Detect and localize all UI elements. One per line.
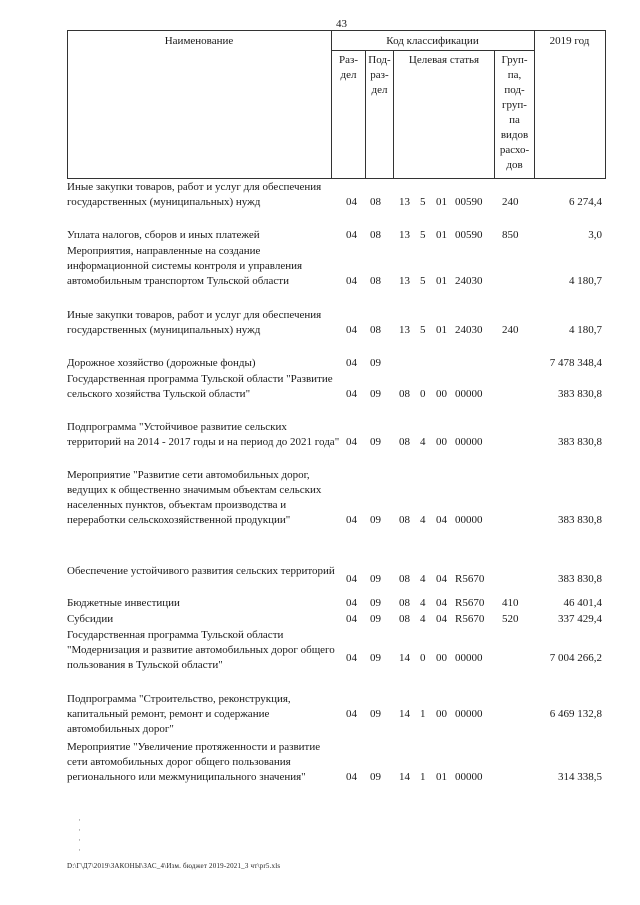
- header-podrazdel: Под- раз- дел: [368, 54, 391, 96]
- row-amount: 337 429,4: [558, 613, 602, 625]
- row-code-c1: 08: [399, 597, 410, 609]
- row-code-c4: R5670: [455, 597, 485, 609]
- row-code-vr: 520: [502, 613, 519, 625]
- row-code-pr: 09: [370, 357, 381, 369]
- row-code-c4: 24030: [455, 275, 483, 287]
- row-name: Обеспечение устойчивого развития сельских территорий: [67, 565, 335, 577]
- row-code-c2: 4: [420, 597, 426, 609]
- row-amount: 46 401,4: [563, 597, 602, 609]
- header-line-5: [534, 30, 535, 178]
- row-name: Мероприятие "Увеличение протяженности и развитие сети автомобильных дорог общего пользования регионального или межмуниципального значения": [67, 741, 321, 783]
- row-code-c1: 13: [399, 196, 410, 208]
- row-code-pr: 08: [370, 324, 381, 336]
- row-code-c2: 4: [420, 613, 426, 625]
- row-code-c4: R5670: [455, 613, 485, 625]
- row-code-c2: 1: [420, 708, 426, 720]
- row-code-c2: 5: [420, 324, 426, 336]
- row-code-rz: 04: [346, 597, 357, 609]
- header-right-line: [605, 30, 606, 178]
- row-code-rz: 04: [346, 324, 357, 336]
- row-code-c3: 04: [436, 613, 447, 625]
- row-code-c2: 0: [420, 652, 426, 664]
- row-amount: 6 274,4: [569, 196, 602, 208]
- file-path-footer: D:\Г\Д7\2019\ЗАКОНЫ\ЗАС_4\Изм. бюджет 2019-2021_3 чт\pr5.xls: [67, 862, 281, 870]
- row-code-pr: 09: [370, 771, 381, 783]
- row-amount: 6 469 132,8: [549, 708, 602, 720]
- row-code-pr: 09: [370, 597, 381, 609]
- row-code-c3: 01: [436, 196, 447, 208]
- row-code-c1: 14: [399, 652, 410, 664]
- row-code-c4: 00590: [455, 196, 483, 208]
- row-code-rz: 04: [346, 573, 357, 585]
- row-code-c1: 13: [399, 275, 410, 287]
- row-code-pr: 09: [370, 436, 381, 448]
- row-code-rz: 04: [346, 708, 357, 720]
- row-code-c4: 00000: [455, 514, 483, 526]
- row-code-c3: 01: [436, 771, 447, 783]
- row-code-c1: 08: [399, 573, 410, 585]
- row-code-c2: 1: [420, 771, 426, 783]
- row-code-pr: 08: [370, 229, 381, 241]
- row-code-c4: R5670: [455, 573, 485, 585]
- row-name: Иные закупки товаров, работ и услуг для обеспечения государственных (муниципальных) нужд: [67, 309, 322, 336]
- row-code-c3: 01: [436, 229, 447, 241]
- row-code-c1: 14: [399, 771, 410, 783]
- row-code-rz: 04: [346, 357, 357, 369]
- row-code-c2: 5: [420, 196, 426, 208]
- row-code-c1: 08: [399, 388, 410, 400]
- header-name: Наименование: [164, 35, 234, 47]
- row-code-c3: 01: [436, 275, 447, 287]
- row-code-c1: 08: [399, 436, 410, 448]
- row-name: Субсидии: [67, 613, 114, 625]
- row-code-c4: 00000: [455, 652, 483, 664]
- row-code-c4: 00590: [455, 229, 483, 241]
- row-code-rz: 04: [346, 275, 357, 287]
- row-code-c3: 00: [436, 388, 447, 400]
- row-code-c4: 00000: [455, 436, 483, 448]
- row-name: Уплата налогов, сборов и иных платежей: [67, 229, 260, 241]
- row-code-c2: 5: [420, 275, 426, 287]
- row-name: Бюджетные инвестиции: [67, 597, 180, 609]
- row-code-c2: 4: [420, 436, 426, 448]
- row-code-c1: 13: [399, 229, 410, 241]
- row-code-c3: 00: [436, 436, 447, 448]
- row-code-c4: 00000: [455, 771, 483, 783]
- row-code-pr: 09: [370, 514, 381, 526]
- row-code-vr: 240: [502, 196, 519, 208]
- header-left-line: [67, 30, 68, 178]
- row-code-rz: 04: [346, 436, 357, 448]
- row-amount: 383 830,8: [558, 573, 602, 585]
- row-code-pr: 09: [370, 652, 381, 664]
- row-code-c1: 13: [399, 324, 410, 336]
- row-code-pr: 09: [370, 388, 381, 400]
- row-name: Мероприятия, направленные на создание информационной системы контроля и управления автомобильным транспортом Тульской области: [67, 245, 303, 287]
- row-code-vr: 850: [502, 229, 519, 241]
- header-top-line: [67, 30, 606, 31]
- row-code-c3: 04: [436, 597, 447, 609]
- row-code-c4: 00000: [455, 388, 483, 400]
- row-amount: 7 478 348,4: [549, 357, 602, 369]
- header-target: Целевая статья: [408, 54, 480, 66]
- row-amount: 383 830,8: [558, 436, 602, 448]
- row-code-c3: 00: [436, 708, 447, 720]
- row-name: Иные закупки товаров, работ и услуг для обеспечения государственных (муниципальных) нужд: [67, 181, 322, 208]
- header-line-3: [393, 50, 394, 178]
- row-code-pr: 08: [370, 196, 381, 208]
- row-code-rz: 04: [346, 613, 357, 625]
- row-code-pr: 09: [370, 613, 381, 625]
- row-name: Дорожное хозяйство (дорожные фонды): [67, 357, 256, 369]
- row-amount: 4 180,7: [569, 324, 602, 336]
- row-code-c2: 4: [420, 573, 426, 585]
- row-code-c1: 08: [399, 613, 410, 625]
- row-code-rz: 04: [346, 388, 357, 400]
- row-name: Подпрограмма "Устойчивое развитие сельских территорий на 2014 - 2017 годы и на период до 2021 года": [67, 421, 340, 448]
- header-razdel: Раз- дел: [338, 54, 358, 81]
- row-code-pr: 09: [370, 708, 381, 720]
- row-code-c4: 24030: [455, 324, 483, 336]
- row-code-rz: 04: [346, 771, 357, 783]
- header-year: 2019 год: [549, 35, 590, 47]
- row-code-c4: 00000: [455, 708, 483, 720]
- header-sub-line: [331, 50, 534, 51]
- row-code-c3: 04: [436, 573, 447, 585]
- scan-marks: · · · ·: [78, 815, 81, 855]
- row-code-c2: 0: [420, 388, 426, 400]
- page-number: 43: [336, 18, 347, 30]
- row-amount: 3,0: [588, 229, 602, 241]
- row-code-pr: 08: [370, 275, 381, 287]
- row-code-rz: 04: [346, 514, 357, 526]
- row-code-c3: 04: [436, 514, 447, 526]
- row-code-rz: 04: [346, 196, 357, 208]
- row-amount: 4 180,7: [569, 275, 602, 287]
- row-name: Подпрограмма "Строительство, реконструкция, капитальный ремонт, ремонт и содержание автомобильных дорог": [67, 693, 291, 735]
- row-amount: 383 830,8: [558, 388, 602, 400]
- row-code-rz: 04: [346, 652, 357, 664]
- row-name: Государственная программа Тульской области "Модернизация и развитие автомобильных дорог общего пользования в Тульской области": [67, 629, 335, 671]
- row-amount: 314 338,5: [558, 771, 602, 783]
- row-amount: 7 004 266,2: [549, 652, 602, 664]
- row-code-c2: 4: [420, 514, 426, 526]
- header-bottom-line: [67, 178, 606, 179]
- header-code-group: Код классификации: [386, 35, 479, 47]
- row-name: Государственная программа Тульской области "Развитие сельского хозяйства Тульской области": [67, 373, 333, 400]
- row-code-vr: 240: [502, 324, 519, 336]
- row-code-c2: 5: [420, 229, 426, 241]
- row-code-c1: 14: [399, 708, 410, 720]
- row-code-pr: 09: [370, 573, 381, 585]
- row-code-c3: 01: [436, 324, 447, 336]
- row-code-c1: 08: [399, 514, 410, 526]
- row-code-vr: 410: [502, 597, 519, 609]
- row-amount: 383 830,8: [558, 514, 602, 526]
- table-header: [67, 30, 606, 178]
- header-group: Груп- па, под- груп- па видов расхо- дов: [499, 54, 530, 171]
- row-code-rz: 04: [346, 229, 357, 241]
- row-name: Мероприятие "Развитие сети автомобильных дорог, ведущих к общественно значимым объектам сельских населенных пунктов, объектам производства и переработки сельскохозяйственной продукции": [67, 469, 322, 526]
- row-code-c3: 00: [436, 652, 447, 664]
